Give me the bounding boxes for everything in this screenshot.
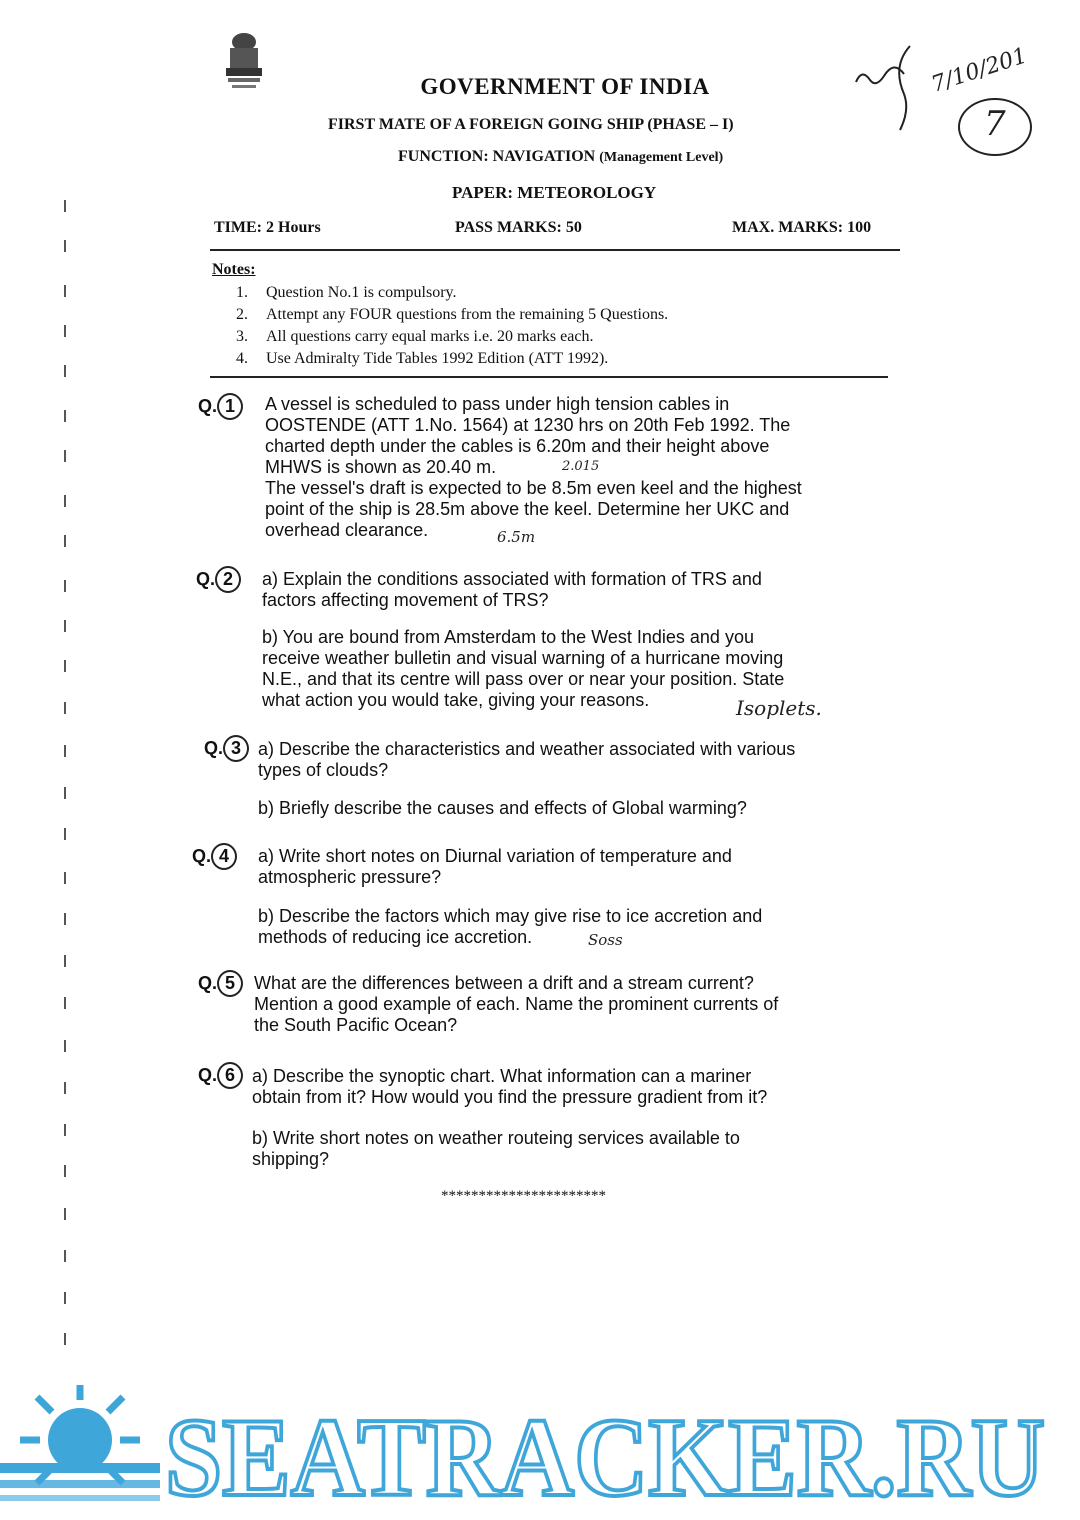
question-line: atmospheric pressure? (258, 867, 442, 887)
margin-tick (64, 240, 66, 252)
question-label (196, 566, 241, 593)
question-label (192, 843, 237, 870)
margin-tick (64, 1292, 66, 1304)
question-line: b) Write short notes on weather routeing services available to (252, 1128, 740, 1148)
question-line: A vessel is scheduled to pass under high tension cables in (265, 394, 730, 414)
margin-tick (64, 913, 66, 925)
end-marker: ********************** (441, 1188, 606, 1204)
question-number: 2 (215, 566, 241, 593)
note-text: All questions carry equal marks i.e. 20 marks each. (266, 328, 594, 345)
q1-handwritten-clearance: 6.5m (497, 528, 536, 546)
margin-tick (64, 828, 66, 840)
margin-tick (64, 745, 66, 757)
question-line: a) Describe the characteristics and weather associated with various (258, 739, 796, 759)
note-text: Use Admiralty Tide Tables 1992 Edition (ATT 1992). (266, 350, 609, 367)
question-line: Mention a good example of each. Name the prominent currents of (254, 994, 779, 1014)
question-line: The vessel's draft is expected to be 8.5m even keel and the highest (265, 478, 802, 498)
sun-logo-icon (0, 1385, 160, 1501)
note-item (236, 328, 593, 346)
function-line (398, 148, 723, 166)
question-number: 3 (223, 735, 249, 762)
signature-icon (848, 36, 938, 141)
margin-tick (64, 1165, 66, 1177)
question-label (204, 735, 249, 762)
question-prefix: Q. (198, 396, 218, 416)
margin-tick (64, 787, 66, 799)
margin-tick (64, 580, 66, 592)
margin-tick (64, 200, 66, 212)
margin-tick (64, 1250, 66, 1262)
question-line: overhead clearance. (265, 520, 429, 540)
note-text: Question No.1 is compulsory. (266, 284, 457, 301)
question-label (198, 393, 243, 420)
question-line: factors affecting movement of TRS? (262, 590, 549, 610)
margin-tick (64, 450, 66, 462)
question-number: 5 (217, 970, 243, 997)
margin-tick (64, 285, 66, 297)
question-part (254, 973, 904, 1036)
question-number: 4 (211, 843, 237, 870)
note-number: 2. (236, 306, 248, 323)
margin-tick (64, 955, 66, 967)
note-number: 3. (236, 328, 248, 345)
question-line: What are the differences between a drift and a stream current? (254, 973, 754, 993)
function-label: FUNCTION: NAVIGATION (398, 148, 596, 165)
question-line: receive weather bulletin and visual warning of a hurricane moving (262, 648, 784, 668)
question-line: MHWS is shown as 20.40 m. (265, 457, 497, 477)
function-level: (Management Level) (599, 150, 724, 165)
question-prefix: Q. (192, 846, 212, 866)
margin-tick (64, 1040, 66, 1052)
question-number: 1 (217, 393, 243, 420)
q1-handwritten-note: 2.015 (562, 459, 600, 474)
margin-tick (64, 1082, 66, 1094)
question-line: what action you would take, giving your reasons. (262, 690, 650, 710)
handwritten-date: 7/10/201 (928, 43, 1031, 98)
margin-tick (64, 325, 66, 337)
margin-tick (64, 365, 66, 377)
question-line: the South Pacific Ocean? (254, 1015, 458, 1035)
notes-heading: Notes: (212, 261, 256, 278)
question-line: a) Explain the conditions associated with formation of TRS and (262, 569, 762, 589)
question-label (198, 970, 243, 997)
question-line: b) Describe the factors which may give rise to ice accretion and (258, 906, 763, 926)
question-prefix: Q. (198, 973, 218, 993)
question-prefix: Q. (196, 569, 216, 589)
page-title: GOVERNMENT OF INDIA (420, 74, 710, 99)
question-part (258, 906, 908, 948)
question-line: obtain from it? How would you find the pressure gradient from it? (252, 1087, 768, 1107)
question-line: a) Describe the synoptic chart. What information can a mariner (252, 1066, 752, 1086)
q4-handwritten-note: Soss (588, 931, 623, 949)
margin-tick (64, 872, 66, 884)
question-line: b) You are bound from Amsterdam to the West Indies and you (262, 627, 754, 647)
question-part (258, 798, 908, 819)
question-part (252, 1128, 902, 1170)
time-label: TIME: 2 Hours (214, 219, 321, 236)
margin-tick (64, 1124, 66, 1136)
question-line: OOSTENDE (ATT 1.No. 1564) at 1230 hrs on 20th Feb 1992. The (265, 415, 791, 435)
margin-tick (64, 660, 66, 672)
question-number: 6 (217, 1062, 243, 1089)
question-line: N.E., and that its centre will pass over or near your position. State (262, 669, 785, 689)
margin-tick (64, 997, 66, 1009)
pass-marks-label: PASS MARKS: 50 (455, 219, 582, 236)
q2-handwritten-note: Isoplets. (736, 696, 822, 720)
watermark-text: SEATRACKER.RU (165, 1396, 1045, 1515)
margin-tick (64, 1208, 66, 1220)
margin-tick (64, 535, 66, 547)
margin-tick (64, 410, 66, 422)
margin-tick (64, 620, 66, 632)
note-item (236, 306, 668, 324)
note-item (236, 284, 457, 302)
paper-title: PAPER: METEOROLOGY (452, 183, 657, 202)
question-line: a) Write short notes on Diurnal variation of temperature and (258, 846, 732, 866)
question-prefix: Q. (204, 738, 224, 758)
question-line: methods of reducing ice accretion. (258, 927, 533, 947)
margin-tick (64, 702, 66, 714)
question-line: shipping? (252, 1149, 330, 1169)
watermark (0, 1385, 1080, 1515)
meta-divider (210, 249, 900, 251)
note-item (236, 350, 608, 368)
notes-divider (210, 376, 888, 378)
question-label (198, 1062, 243, 1089)
exam-subtitle: FIRST MATE OF A FOREIGN GOING SHIP (PHASE – I) (328, 116, 734, 133)
note-text: Attempt any FOUR questions from the remaining 5 Questions. (266, 306, 669, 323)
note-number: 4. (236, 350, 248, 367)
question-prefix: Q. (198, 1065, 218, 1085)
max-marks-label: MAX. MARKS: 100 (732, 219, 872, 236)
margin-tick (64, 495, 66, 507)
question-part (252, 1066, 902, 1108)
question-part (258, 846, 908, 888)
question-line: charted depth under the cables is 6.20m and their height above (265, 436, 770, 456)
handwritten-score: 7 (984, 104, 1006, 144)
note-number: 1. (236, 284, 248, 301)
question-line: point of the ship is 28.5m above the keel. Determine her UKC and (265, 499, 790, 519)
question-line: types of clouds? (258, 760, 389, 780)
question-line: b) Briefly describe the causes and effects of Global warming? (258, 798, 747, 818)
margin-tick (64, 1333, 66, 1345)
question-part (262, 569, 912, 611)
question-part (258, 739, 908, 781)
